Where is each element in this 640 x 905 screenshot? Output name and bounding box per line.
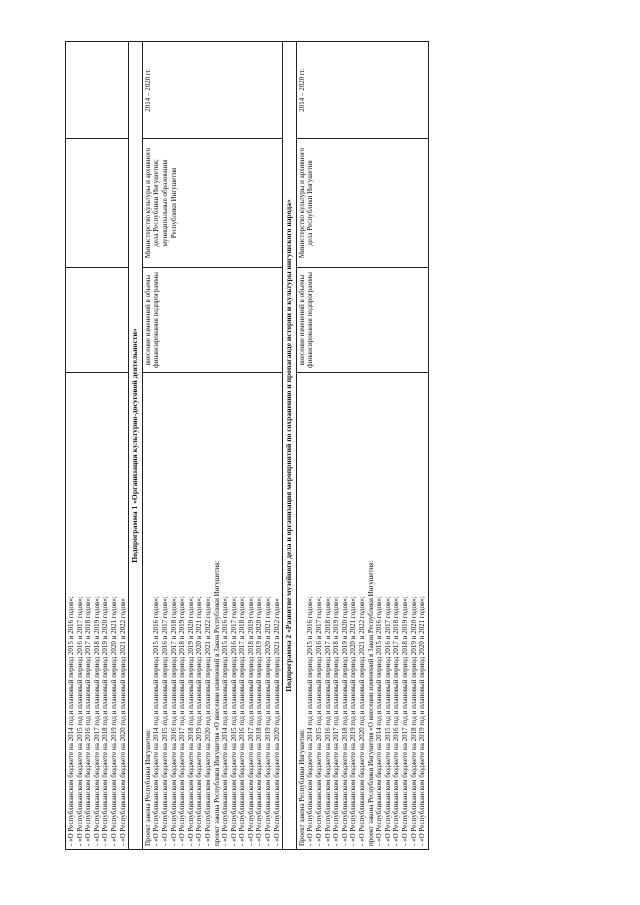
law-line: - «О Республиканском бюджете на 2018 год и плановый период 2019 и 2020 годов»; [340, 596, 349, 846]
law-line: - «О Республиканском бюджете на 2019 год и плановый период 2020 и 2021 годов»; [264, 596, 273, 846]
law-line: - «О Республиканском бюджете на 2017 год и плановый период 2018 и 2019 годов»; [92, 596, 101, 846]
law-line: - «О Республиканском бюджете на 2018 год и плановый период 2019 и 2020 годов»; [255, 596, 264, 846]
law-line: - «О Республиканском бюджете на 2015 год и плановый период 2016 и 2017 годов»; [75, 596, 84, 846]
subprogram1-change: внесение изменений в объемы финансирования подпрограммы [143, 272, 161, 368]
law-line: - «О Республиканском бюджете на 2019 год и плановый период 2020 и 2021 годов»; [349, 596, 358, 846]
subprogram1-header-row [129, 42, 143, 850]
law-line: - «О Республиканском бюджете на 2018 год и плановый период 2019 и 2020 годов»; [101, 596, 110, 846]
block0-period-cell [66, 42, 129, 139]
measures-table [65, 41, 429, 850]
law-line: - «О Республиканском бюджете на 2019 год и плановый период 2020 и 2021 годов»; [418, 596, 427, 846]
subprogram2-period-cell [296, 42, 428, 139]
subprogram2-executor: Министерство культуры и архивного дела Республики Ингушетия [297, 147, 315, 259]
table-row [142, 42, 283, 850]
block0-lines [67, 376, 127, 846]
table-row [296, 42, 428, 850]
subprogram1-executor-cell [142, 139, 283, 268]
subprogram1-period: 2014 – 2020 гг. [143, 68, 152, 112]
law-line: - «О Республиканском бюджете на 2018 год и плановый период 2019 и 2020 годов»; [186, 596, 195, 846]
law-line: - «О Республиканском бюджете на 2016 год и плановый период 2017 и 2018 годов»; [323, 596, 332, 846]
law-line: - «О Республиканском бюджете на 2016 год и плановый период 2017 и 2018 годов»; [392, 596, 401, 846]
law-line: - «О Республиканском бюджете на 2014 год и плановый период 2015 и 2016 годов»; [375, 596, 384, 846]
block0-executor-cell [66, 139, 129, 268]
subprogram2-change: внесение изменений в объемы финансирования подпрограммы [297, 272, 315, 368]
block0-laws-cell [66, 373, 129, 850]
subprogram1-period-cell [142, 42, 283, 139]
subprogram1-executor: Министерство культуры и архивного дела Республики Ингушетия; муниципальные образования Республики Ингушетия [143, 147, 178, 259]
law-line: проект закона Республики Ингушетия «О внесении изменений в Закон Республики Ингушетия: [366, 560, 375, 846]
law-line: - «О Республиканском бюджете на 2020 год и плановый период 2021 и 2022 годов»; [203, 596, 212, 846]
law-line: - «О Республиканском бюджете на 2017 год и плановый период 2018 и 2019 годов»; [332, 596, 341, 846]
law-line: - «О Республиканском бюджете на 2018 год и плановый период 2019 и 2020 годов»; [409, 596, 418, 846]
law-line: - «О Республиканском бюджете на 2014 год и плановый период 2015 и 2016 годов»; [306, 596, 315, 846]
law-line: - «О Республиканском бюджете на 2017 год и плановый период 2018 и 2019 годов»; [246, 596, 255, 846]
law-line: - «О Республиканском бюджете на 2015 год и плановый период 2016 и 2017 годов»; [315, 596, 324, 846]
law-line: - «О Республиканском бюджете на 2020 год и плановый период 2021 и 2022 годов» [118, 598, 127, 846]
subprogram1-laws-cell [142, 373, 283, 850]
law-line: - «О Республиканском бюджете на 2014 год и плановый период 2015 и 2016 годов»; [221, 596, 230, 846]
subprogram2-header-row [283, 42, 297, 850]
subprogram1-lines [144, 376, 282, 846]
rotated-table-sheet [65, 50, 575, 850]
block0-change-cell [66, 268, 129, 373]
subprogram2-executor-cell [296, 139, 428, 268]
law-line: - «О Республиканском бюджете на 2015 год и плановый период 2016 и 2017 годов»; [160, 596, 169, 846]
law-line: - «О Республиканском бюджете на 2015 год и плановый период 2016 и 2017 годов»; [229, 596, 238, 846]
law-line: - «О Республиканском бюджете на 2019 год и плановый период 2020 и 2021 годов»; [109, 596, 118, 846]
law-line: Проект закона Республики Ингушетия: [143, 729, 152, 846]
law-line: Проект закона Республики Ингушетия: [297, 729, 306, 846]
law-line: проект закона Республики Ингушетия «О внесении изменений в Закон Республики Ингушетия: [212, 560, 221, 846]
law-line: - «О Республиканском бюджете на 2020 год и плановый период 2021 и 2022 годов» [272, 598, 281, 846]
law-line: - «О Республиканском бюджете на 2014 год и плановый период 2015 и 2016 годов»; [67, 596, 75, 846]
subprogram1-change-cell [142, 268, 283, 373]
subprogram2-period: 2014 – 2020 гг. [297, 68, 306, 112]
table-row [66, 42, 129, 850]
subprogram2-change-cell [296, 268, 428, 373]
subprogram1-title: Подпрограмма 1 «Организация культурно-досуговой деятельности» [129, 42, 143, 850]
law-line: - «О Республиканском бюджете на 2015 год и плановый период 2016 и 2017 годов»; [383, 596, 392, 846]
law-line: - «О Республиканском бюджете на 2017 год и плановый период 2018 и 2019 годов»; [178, 596, 187, 846]
law-line: - «О Республиканском бюджете на 2016 год и плановый период 2017 и 2018 годов»; [169, 596, 178, 846]
law-line: - «О Республиканском бюджете на 2016 год и плановый период 2017 и 2018 годов»; [84, 596, 93, 846]
subprogram2-laws-cell [296, 373, 428, 850]
law-line: - «О Республиканском бюджете на 2017 год и плановый период 2018 и 2019 годов»; [400, 596, 409, 846]
law-line: - «О Республиканском бюджете на 2019 год и плановый период 2020 и 2021 годов»; [195, 596, 204, 846]
subprogram2-lines [298, 376, 427, 846]
subprogram2-title: Подпрограмма 2 «Развитие музейного дела и организация мероприятий по сохранению и пропаганде истории и культуры ингушского народа» [283, 42, 297, 850]
law-line: - «О Республиканском бюджете на 2014 год и плановый период 2015 и 2016 годов»; [152, 596, 161, 846]
law-line: - «О Республиканском бюджете на 2016 год и плановый период 2017 и 2018 годов»; [238, 596, 247, 846]
law-line: - «О Республиканском бюджете на 2020 год и плановый период 2021 и 2022 годов»; [358, 596, 366, 846]
